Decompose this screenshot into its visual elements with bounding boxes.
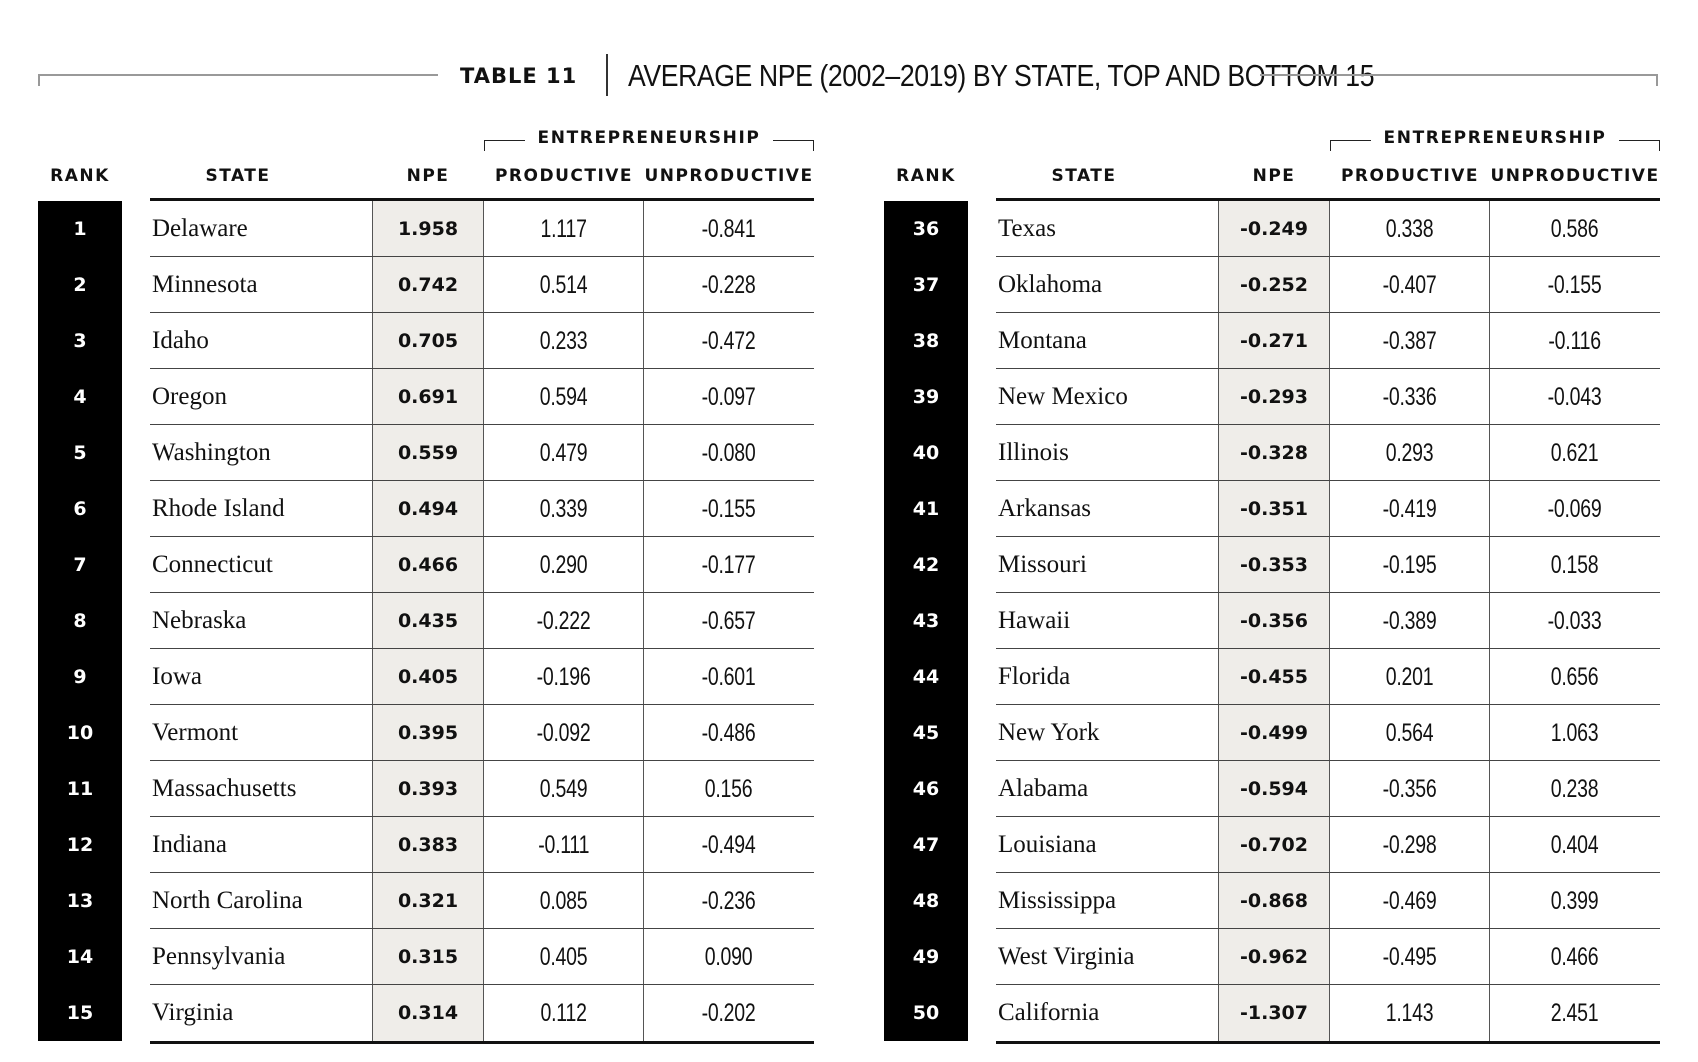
rank-cell: 15 [38, 985, 122, 1041]
table-row [38, 425, 814, 481]
rank-cell: 49 [884, 929, 968, 985]
entrepreneurship-group-label [484, 124, 814, 150]
state-cell: Indiana [152, 831, 227, 858]
productive-cell [1330, 481, 1490, 537]
unproductive-cell [644, 537, 814, 593]
table-row [38, 929, 814, 985]
unproductive-cell [1490, 313, 1660, 369]
rank-cell: 36 [884, 201, 968, 257]
productive-cell [1330, 873, 1490, 929]
productive-cell [1330, 313, 1490, 369]
table-number: TABLE 11 [460, 64, 578, 88]
unproductive-cell [1490, 481, 1660, 537]
npe-cell: 0.395 [372, 705, 484, 761]
npe-cell: 0.691 [372, 369, 484, 425]
npe-cell: -0.293 [1218, 369, 1330, 425]
state-cell: Arkansas [998, 495, 1092, 522]
unproductive-cell-value: -0.494 [702, 830, 756, 859]
productive-cell [484, 537, 644, 593]
unproductive-cell-value: 0.404 [1551, 830, 1599, 859]
unproductive-cell [1490, 985, 1660, 1041]
npe-cell: 0.315 [372, 929, 484, 985]
productive-cell-value: -0.469 [1382, 886, 1437, 915]
state-cell: Oklahoma [998, 271, 1103, 298]
rank-header: RANK [896, 166, 956, 186]
productive-cell [1330, 201, 1490, 257]
productive-cell [484, 705, 644, 761]
rank-cell: 12 [38, 817, 122, 873]
rank-cell: 42 [884, 537, 968, 593]
unproductive-cell-value: -0.486 [702, 718, 756, 747]
state-header: STATE [205, 166, 271, 186]
rank-cell: 50 [884, 985, 968, 1041]
productive-cell [484, 313, 644, 369]
unproductive-cell-value: -0.097 [702, 382, 756, 411]
rank-cell: 41 [884, 481, 968, 537]
productive-cell-value: 0.233 [539, 326, 588, 355]
state-cell: Iowa [152, 663, 202, 690]
rank-cell: 48 [884, 873, 968, 929]
rank-cell: 40 [884, 425, 968, 481]
npe-cell: -0.594 [1218, 761, 1330, 817]
table-bottom-rule [996, 1041, 1660, 1044]
unproductive-cell-value: -0.657 [702, 606, 756, 635]
npe-cell: -0.499 [1218, 705, 1330, 761]
productive-cell-value: 0.405 [539, 942, 588, 971]
productive-cell-value: -0.387 [1382, 326, 1437, 355]
unproductive-cell [644, 817, 814, 873]
npe-cell: 0.314 [372, 985, 484, 1041]
npe-cell: -0.868 [1218, 873, 1330, 929]
productive-cell-value: -0.336 [1382, 382, 1437, 411]
npe-cell: 0.559 [372, 425, 484, 481]
npe-cell: -0.252 [1218, 257, 1330, 313]
rank-cell: 46 [884, 761, 968, 817]
npe-cell: -0.962 [1218, 929, 1330, 985]
productive-cell-value: -0.196 [536, 662, 591, 691]
state-cell: Delaware [152, 215, 248, 242]
unproductive-cell [644, 369, 814, 425]
table-row [884, 649, 1660, 705]
productive-header: PRODUCTIVE [494, 166, 634, 186]
rank-cell: 11 [38, 761, 122, 817]
productive-cell [1330, 817, 1490, 873]
rank-cell: 9 [38, 649, 122, 705]
productive-cell [1330, 929, 1490, 985]
productive-cell [1330, 705, 1490, 761]
rank-cell: 43 [884, 593, 968, 649]
rank-cell: 37 [884, 257, 968, 313]
rank-cell: 7 [38, 537, 122, 593]
table-row [884, 313, 1660, 369]
table-row [884, 817, 1660, 873]
productive-cell-value: 0.514 [539, 270, 588, 299]
unproductive-cell [1490, 537, 1660, 593]
state-cell: California [998, 999, 1100, 1026]
state-cell: Missouri [998, 551, 1087, 578]
npe-cell: 0.742 [372, 257, 484, 313]
state-cell: West Virginia [998, 943, 1135, 970]
unproductive-cell [1490, 705, 1660, 761]
table-row [38, 481, 814, 537]
state-cell: Alabama [998, 775, 1089, 802]
productive-cell [484, 201, 644, 257]
productive-cell [484, 593, 644, 649]
state-cell: Illinois [998, 439, 1069, 466]
npe-cell: -0.351 [1218, 481, 1330, 537]
npe-cell: -0.271 [1218, 313, 1330, 369]
rank-cell: 4 [38, 369, 122, 425]
table-row [884, 481, 1660, 537]
rank-cell: 13 [38, 873, 122, 929]
productive-cell [484, 761, 644, 817]
unproductive-cell-value: -0.472 [702, 326, 756, 355]
productive-cell [484, 369, 644, 425]
productive-cell [484, 817, 644, 873]
table-row [884, 425, 1660, 481]
unproductive-cell [1490, 761, 1660, 817]
state-cell: Vermont [152, 719, 239, 746]
productive-cell-value: -0.407 [1382, 270, 1437, 299]
state-cell: Idaho [152, 327, 209, 354]
table-row [38, 313, 814, 369]
table-row [884, 705, 1660, 761]
state-cell: Oregon [152, 383, 227, 410]
productive-cell [1330, 257, 1490, 313]
unproductive-cell-value: 1.063 [1551, 718, 1599, 747]
rank-cell: 47 [884, 817, 968, 873]
unproductive-cell [644, 257, 814, 313]
productive-cell-value: 0.479 [539, 438, 588, 467]
state-cell: Louisiana [998, 831, 1097, 858]
productive-cell-value: -0.389 [1382, 606, 1437, 635]
table-bottom-rule [150, 1041, 814, 1044]
table-row [38, 649, 814, 705]
unproductive-cell-value: 0.158 [1551, 550, 1599, 579]
table-row [38, 537, 814, 593]
title-separator [606, 54, 608, 96]
state-cell: Nebraska [152, 607, 247, 634]
unproductive-header: UNPRODUCTIVE [1490, 166, 1660, 186]
productive-cell [1330, 425, 1490, 481]
unproductive-cell [644, 481, 814, 537]
productive-cell-value: -0.195 [1382, 550, 1437, 579]
productive-cell-value: 0.290 [539, 550, 588, 579]
table-row [884, 537, 1660, 593]
rank-cell: 38 [884, 313, 968, 369]
state-cell: New Mexico [998, 383, 1128, 410]
unproductive-cell-value: -0.043 [1548, 382, 1602, 411]
unproductive-cell-value: 0.238 [1551, 774, 1599, 803]
unproductive-cell-value: -0.033 [1548, 606, 1602, 635]
npe-cell: -1.307 [1218, 985, 1330, 1041]
table-row [38, 257, 814, 313]
unproductive-cell-value: 0.656 [1551, 662, 1599, 691]
productive-cell-value: 0.339 [539, 494, 588, 523]
productive-cell-value: 1.143 [1385, 998, 1434, 1027]
rank-cell: 6 [38, 481, 122, 537]
productive-cell [1330, 985, 1490, 1041]
productive-cell [484, 257, 644, 313]
table-row [884, 929, 1660, 985]
productive-cell-value: -0.419 [1382, 494, 1437, 523]
unproductive-cell-value: 0.621 [1551, 438, 1599, 467]
productive-cell-value: 0.594 [539, 382, 588, 411]
table-row [38, 817, 814, 873]
state-cell: Hawaii [998, 607, 1071, 634]
npe-cell: 0.405 [372, 649, 484, 705]
productive-cell-value: 0.085 [539, 886, 588, 915]
productive-cell [1330, 537, 1490, 593]
productive-cell [1330, 761, 1490, 817]
table-row [884, 873, 1660, 929]
npe-cell: 0.393 [372, 761, 484, 817]
productive-cell-value: 0.112 [540, 998, 587, 1027]
unproductive-cell [644, 593, 814, 649]
unproductive-cell [644, 425, 814, 481]
productive-cell [484, 985, 644, 1041]
productive-cell-value: -0.356 [1382, 774, 1437, 803]
unproductive-cell [644, 985, 814, 1041]
unproductive-cell [644, 873, 814, 929]
productive-cell-value: 0.549 [539, 774, 588, 803]
group-label-text: ENTREPRENEURSHIP [537, 128, 761, 148]
unproductive-cell-value: 2.451 [1551, 998, 1599, 1027]
productive-header: PRODUCTIVE [1340, 166, 1480, 186]
table-row [38, 593, 814, 649]
table-title-row [38, 54, 1658, 102]
state-cell: North Carolina [152, 887, 303, 914]
state-cell: Florida [998, 663, 1071, 690]
table-row [38, 705, 814, 761]
rank-cell: 2 [38, 257, 122, 313]
unproductive-cell-value: 0.156 [705, 774, 753, 803]
table-row [884, 985, 1660, 1041]
productive-cell [484, 873, 644, 929]
npe-cell: 0.466 [372, 537, 484, 593]
unproductive-cell [1490, 369, 1660, 425]
productive-cell-value: -0.298 [1382, 830, 1437, 859]
bottom-15-panel [884, 120, 1660, 1040]
state-header: STATE [1051, 166, 1117, 186]
unproductive-cell-value: 0.466 [1551, 942, 1599, 971]
npe-cell: -0.702 [1218, 817, 1330, 873]
unproductive-cell-value: 0.399 [1551, 886, 1599, 915]
state-cell: Mississippa [998, 887, 1117, 914]
unproductive-cell-value: -0.841 [702, 214, 756, 243]
entrepreneurship-group-label [1330, 124, 1660, 150]
unproductive-cell [1490, 593, 1660, 649]
unproductive-cell [1490, 425, 1660, 481]
productive-cell-value: -0.092 [536, 718, 591, 747]
unproductive-cell [1490, 929, 1660, 985]
table-row [38, 201, 814, 257]
state-cell: Montana [998, 327, 1087, 354]
productive-cell [1330, 369, 1490, 425]
table-row [38, 985, 814, 1041]
rank-cell: 45 [884, 705, 968, 761]
npe-cell: -0.356 [1218, 593, 1330, 649]
productive-cell [484, 649, 644, 705]
npe-cell: -0.328 [1218, 425, 1330, 481]
rank-header: RANK [50, 166, 110, 186]
productive-cell-value: 0.564 [1385, 718, 1434, 747]
productive-cell-value: 1.117 [540, 214, 587, 243]
state-cell: Massachusetts [152, 775, 297, 802]
unproductive-cell-value: 0.090 [705, 942, 753, 971]
unproductive-cell-value: -0.601 [702, 662, 756, 691]
unproductive-cell [644, 201, 814, 257]
productive-cell-value: 0.293 [1385, 438, 1434, 467]
state-cell: Connecticut [152, 551, 273, 578]
table-row [884, 257, 1660, 313]
unproductive-cell-value: -0.080 [702, 438, 756, 467]
unproductive-cell-value: -0.177 [702, 550, 756, 579]
state-cell: Washington [152, 439, 271, 466]
table-title: AVERAGE NPE (2002–2019) BY STATE, TOP AND BOTTOM 15 [628, 58, 1375, 93]
rank-cell: 3 [38, 313, 122, 369]
unproductive-cell-value: 0.586 [1551, 214, 1599, 243]
unproductive-cell-value: -0.236 [702, 886, 756, 915]
rank-cell: 14 [38, 929, 122, 985]
productive-cell-value: -0.495 [1382, 942, 1437, 971]
productive-cell-value: 0.338 [1385, 214, 1434, 243]
productive-cell [484, 481, 644, 537]
npe-cell: -0.455 [1218, 649, 1330, 705]
npe-header: NPE [406, 166, 450, 186]
unproductive-cell-value: -0.069 [1548, 494, 1602, 523]
unproductive-cell [1490, 257, 1660, 313]
productive-cell [1330, 649, 1490, 705]
productive-cell-value: -0.222 [536, 606, 591, 635]
state-cell: Texas [998, 215, 1056, 242]
unproductive-cell-value: -0.155 [702, 494, 756, 523]
unproductive-cell-value: -0.202 [702, 998, 756, 1027]
unproductive-cell [644, 705, 814, 761]
unproductive-cell [644, 761, 814, 817]
productive-cell [484, 425, 644, 481]
rank-cell: 39 [884, 369, 968, 425]
npe-header: NPE [1252, 166, 1296, 186]
unproductive-cell [1490, 649, 1660, 705]
table-row [38, 761, 814, 817]
unproductive-cell [644, 649, 814, 705]
unproductive-header: UNPRODUCTIVE [644, 166, 814, 186]
productive-cell [484, 929, 644, 985]
productive-cell-value: -0.111 [537, 830, 589, 859]
unproductive-cell [1490, 817, 1660, 873]
group-label-text: ENTREPRENEURSHIP [1383, 128, 1607, 148]
state-cell: Minnesota [152, 271, 258, 298]
table-row [38, 369, 814, 425]
table-row [884, 369, 1660, 425]
rank-cell: 8 [38, 593, 122, 649]
state-cell: New York [998, 719, 1100, 746]
productive-cell [1330, 593, 1490, 649]
unproductive-cell [644, 313, 814, 369]
title-rule-left [38, 74, 438, 86]
rank-cell: 5 [38, 425, 122, 481]
unproductive-cell [1490, 873, 1660, 929]
rank-cell: 10 [38, 705, 122, 761]
top-15-panel [38, 120, 814, 1040]
npe-cell: -0.249 [1218, 201, 1330, 257]
npe-cell: 0.435 [372, 593, 484, 649]
state-cell: Rhode Island [152, 495, 285, 522]
table-row [884, 593, 1660, 649]
table-row [884, 761, 1660, 817]
npe-cell: 1.958 [372, 201, 484, 257]
unproductive-cell [644, 929, 814, 985]
table-row [884, 201, 1660, 257]
unproductive-cell-value: -0.228 [702, 270, 756, 299]
unproductive-cell-value: -0.155 [1548, 270, 1602, 299]
npe-cell: 0.383 [372, 817, 484, 873]
rank-cell: 44 [884, 649, 968, 705]
npe-cell: 0.494 [372, 481, 484, 537]
title-rule-right [1260, 74, 1658, 86]
state-cell: Virginia [152, 999, 234, 1026]
state-cell: Pennsylvania [152, 943, 286, 970]
npe-cell: 0.705 [372, 313, 484, 369]
unproductive-cell [1490, 201, 1660, 257]
productive-cell-value: 0.201 [1385, 662, 1434, 691]
rank-cell: 1 [38, 201, 122, 257]
table-row [38, 873, 814, 929]
npe-cell: 0.321 [372, 873, 484, 929]
unproductive-cell-value: -0.116 [1548, 326, 1602, 355]
npe-cell: -0.353 [1218, 537, 1330, 593]
